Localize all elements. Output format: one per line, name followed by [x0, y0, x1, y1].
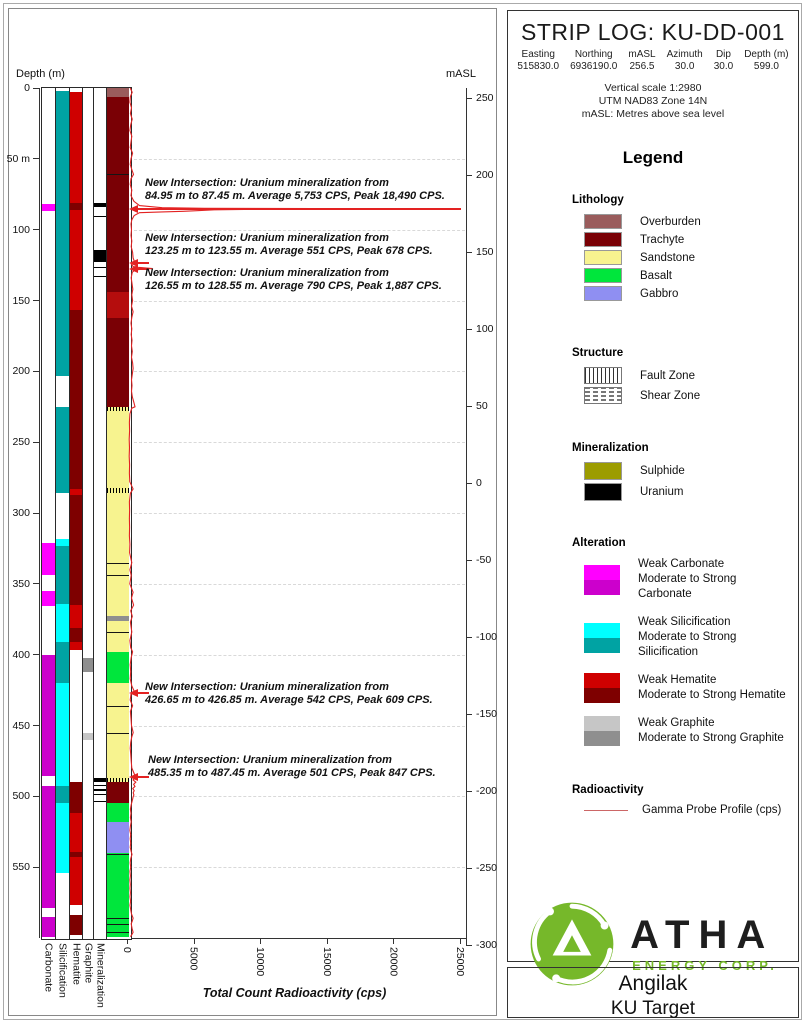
- depth-tick-label: 50 m: [6, 152, 30, 165]
- legend-swatch: [584, 483, 622, 501]
- collar-field-easting: [517, 49, 559, 73]
- field-value: 6936190.0: [570, 61, 618, 72]
- annotation-line: 84.95 m to 87.45 m. Average 5,753 CPS, Peak 18,490 CPS.: [145, 190, 445, 202]
- intersection-annotation: [145, 232, 433, 258]
- legend-swatch: [584, 214, 622, 229]
- field-label: Depth (m): [744, 49, 789, 60]
- project-name: Angilak: [618, 972, 688, 995]
- annotation-arrow: [129, 773, 138, 781]
- legend-swatch-pair: [584, 673, 620, 703]
- masl-tick-label: 150: [476, 246, 494, 258]
- depth-tick: [33, 513, 39, 514]
- masl-tick: [466, 945, 472, 946]
- legend-swatch-pair: [584, 565, 620, 595]
- legend-label: Overburden: [640, 215, 701, 228]
- logo-wordmark: [630, 915, 778, 973]
- track-label-mineralization: Mineralization: [94, 943, 107, 1008]
- lithology-contact: [107, 918, 129, 919]
- logo-text: ATHA: [630, 913, 775, 957]
- masl-tick: [466, 868, 472, 869]
- track-label-hematite: Hematite: [70, 943, 83, 986]
- track-interval-carb_weak: [42, 591, 55, 607]
- legend-swatch: [584, 623, 620, 638]
- lithology-contact: [107, 174, 129, 175]
- scale-notes: [514, 82, 792, 121]
- masl-tick-label: -300: [476, 939, 498, 951]
- legend-item-uranium: [584, 483, 792, 501]
- track-interval-sil_strong: [56, 546, 69, 604]
- lithology-band-gra_strong: [107, 616, 129, 620]
- track-interval-gabbro: [107, 822, 129, 853]
- track-interval-carb_strong: [42, 786, 55, 908]
- x-tick-label: 5000: [187, 947, 200, 971]
- track-interval-basalt: [107, 652, 129, 683]
- masl-tick: [466, 98, 472, 99]
- legend-item-sulphide: [584, 462, 792, 480]
- annotation-line: New Intersection: Uranium mineralization from: [145, 267, 389, 279]
- track-interval-carb_strong: [42, 917, 55, 937]
- legend-swatch: [584, 268, 622, 283]
- annotation-line: New Intersection: Uranium mineralization from: [145, 681, 389, 693]
- legend-label: Shear Zone: [640, 389, 701, 402]
- legend-swatch: [584, 673, 620, 688]
- depth-tick-label: 150: [12, 294, 30, 307]
- field-value: 30.0: [674, 61, 695, 72]
- page-title: STRIP LOG: KU-DD-001: [521, 19, 785, 45]
- gamma-curve: [127, 88, 465, 939]
- masl-tick-label: 0: [476, 477, 482, 489]
- legend-swatch-pair: [584, 716, 620, 746]
- legend-label: Moderate to Strong Graphite: [638, 732, 784, 744]
- field-label: mASL: [628, 49, 656, 60]
- track-label-silicification: Silicification: [56, 943, 69, 998]
- field-value: 256.5: [629, 61, 655, 72]
- depth-tick-label: 0: [24, 82, 30, 94]
- x-tick-label: 10000: [254, 947, 267, 977]
- legend-item-gabbro: [584, 286, 792, 301]
- lithology-contact: [107, 632, 129, 633]
- track-interval-sil_weak: [56, 604, 69, 642]
- legend-body: [514, 194, 792, 816]
- masl-tick-label: 100: [476, 323, 494, 335]
- collar-field-northing: [570, 49, 617, 73]
- field-label: Northing: [574, 49, 613, 60]
- legend-swatch: [584, 387, 622, 404]
- masl-tick: [466, 329, 472, 330]
- legend-label: Moderate to Strong Silicification: [638, 631, 737, 658]
- track-interval-trachyte: [107, 782, 129, 803]
- collar-fields: [514, 49, 792, 73]
- masl-axis-title: mASL: [446, 68, 476, 80]
- legend-label: Gabbro: [640, 287, 679, 300]
- masl-tick: [466, 252, 472, 253]
- lithology-contact: [107, 854, 129, 855]
- legend-label: Sandstone: [640, 251, 695, 264]
- collar-field-dip: [714, 49, 733, 73]
- legend-alteration-pair: [584, 716, 792, 746]
- legend-swatch: [584, 580, 620, 595]
- legend-title: Legend: [622, 148, 684, 167]
- legend-swatch: [584, 232, 622, 247]
- legend-item-overburden: [584, 214, 792, 229]
- track-interval-trachyte_red: [107, 292, 129, 318]
- field-label: Easting: [521, 49, 555, 60]
- utm-zone-note: UTM NAD83 Zone 14N: [598, 95, 708, 107]
- depth-tick: [33, 654, 39, 655]
- legend-label: Moderate to Strong Hematite: [638, 689, 786, 701]
- annotation-line: New Intersection: Uranium mineralization from: [145, 232, 389, 244]
- x-tick-label: 20000: [387, 947, 400, 977]
- legend-swatch-pair: [584, 623, 620, 653]
- gamma-line-swatch: [584, 810, 628, 811]
- x-axis-title: Total Count Radioactivity (cps): [202, 986, 387, 1000]
- depth-tick: [33, 725, 39, 726]
- lithology-contact: [107, 563, 129, 564]
- intersection-annotation: [145, 177, 445, 203]
- x-tick-label: 0: [121, 947, 133, 953]
- legend-label: Moderate to Strong Carbonate: [638, 573, 737, 600]
- legend-label: Weak Hematite: [638, 674, 717, 686]
- depth-tick-label: 500: [12, 790, 30, 803]
- vertical-scale-note: Vertical scale 1:2980: [604, 82, 702, 94]
- legend-swatch: [584, 462, 622, 480]
- legend-swatch: [584, 638, 620, 653]
- legend-swatch: [584, 367, 622, 384]
- annotation-arrow: [129, 205, 138, 213]
- track-interval-sil_strong: [56, 407, 69, 493]
- legend-swatch: [584, 250, 622, 265]
- track-interval-sil_weak: [56, 803, 69, 872]
- legend-label: Fault Zone: [640, 369, 695, 382]
- masl-tick-label: 50: [476, 400, 488, 412]
- depth-axis-line: [39, 88, 40, 938]
- masl-tick: [466, 791, 472, 792]
- annotation-line: 426.65 m to 426.85 m. Average 542 CPS, Peak 609 CPS.: [145, 694, 433, 706]
- track-interval-basalt: [107, 803, 129, 821]
- masl-tick-label: 250: [476, 92, 494, 104]
- depth-tick: [33, 229, 39, 230]
- masl-tick-label: -100: [476, 631, 498, 643]
- masl-tick: [466, 406, 472, 407]
- field-value: 599.0: [753, 61, 779, 72]
- masl-tick-label: -250: [476, 862, 498, 874]
- legend-alteration-pair: [584, 615, 792, 660]
- depth-tick: [33, 158, 39, 159]
- depth-tick-label: 450: [12, 719, 30, 732]
- masl-tick: [466, 483, 472, 484]
- depth-tick-label: 300: [12, 507, 30, 519]
- intersection-annotation: [145, 681, 433, 707]
- legend-label: Weak Graphite: [638, 717, 715, 729]
- track-interval-sil_strong: [56, 91, 69, 376]
- legend-item-sandstone: [584, 250, 792, 265]
- legend-section-heading: Radioactivity: [572, 784, 644, 796]
- annotation-line: 485.35 m to 487.45 m. Average 501 CPS, Peak 847 CPS.: [148, 767, 436, 779]
- track-label-carbonate: Carbonate: [42, 943, 55, 993]
- intersection-annotation: [145, 267, 442, 293]
- masl-tick-label: 200: [476, 169, 494, 181]
- legend-item-gamma-probe-profile: [584, 804, 792, 816]
- legend-item-shear-zone: [584, 387, 792, 404]
- depth-tick: [33, 442, 39, 443]
- masl-axis-line: [466, 88, 467, 946]
- x-tick-label: 15000: [320, 947, 333, 977]
- field-value: 515830.0: [517, 61, 560, 72]
- annotation-arrow: [129, 689, 138, 697]
- structure-band: [107, 488, 129, 494]
- collar-field-depthm: [744, 49, 788, 73]
- legend-label: Weak Silicification: [638, 616, 731, 628]
- legend-section-heading: Structure: [572, 347, 624, 359]
- annotation-line: New Intersection: Uranium mineralization from: [148, 754, 392, 766]
- legend-section-heading: Mineralization: [572, 442, 649, 454]
- track-interval-sil_weak: [56, 539, 69, 546]
- masl-tick: [466, 637, 472, 638]
- legend-alteration-pair: [584, 557, 792, 602]
- legend-section-heading: Lithology: [572, 194, 624, 206]
- legend-label: Gamma Probe Profile (cps): [642, 804, 782, 816]
- lithology-contact: [107, 932, 129, 933]
- depth-tick-label: 350: [12, 577, 30, 590]
- lithology-contact: [107, 575, 129, 576]
- field-label: Dip: [715, 49, 731, 60]
- masl-tick-label: -150: [476, 708, 498, 720]
- annotation-leader-line: [137, 208, 461, 210]
- masl-tick: [466, 560, 472, 561]
- legend-section-heading: Alteration: [572, 537, 626, 549]
- depth-tick-label: 250: [12, 436, 30, 449]
- masl-tick: [466, 714, 472, 715]
- track-label-graphite: Graphite: [82, 943, 95, 984]
- depth-tick: [33, 88, 39, 89]
- annotation-line: 126.55 m to 128.55 m. Average 790 CPS, Peak 1,887 CPS.: [145, 280, 442, 292]
- depth-tick: [33, 796, 39, 797]
- lithology-contact: [107, 706, 129, 707]
- legend-label: Weak Carbonate: [638, 558, 725, 570]
- annotation-line: New Intersection: Uranium mineralization from: [145, 177, 389, 189]
- track-interval-sil_weak: [56, 683, 69, 786]
- lithology-contact: [107, 924, 129, 925]
- intersection-annotation: [148, 754, 436, 780]
- gamma-profile-line: [129, 88, 374, 937]
- track-interval-trachyte: [107, 97, 129, 293]
- legend-swatch: [584, 565, 620, 580]
- depth-tick-label: 200: [12, 365, 30, 378]
- legend-swatch: [584, 286, 622, 301]
- track-interval-carb_weak: [42, 204, 55, 210]
- depth-tick: [33, 300, 39, 301]
- legend-swatch: [584, 688, 620, 703]
- masl-note: mASL: Metres above sea level: [581, 108, 725, 120]
- legend-item-fault-zone: [584, 367, 792, 384]
- annotation-arrow: [129, 265, 138, 273]
- track-interval-sil_strong: [56, 642, 69, 683]
- masl-tick-label: -50: [476, 554, 492, 566]
- track-interval-sil_strong: [56, 786, 69, 803]
- collar-field-azimuth: [667, 49, 703, 73]
- legend-label: Trachyte: [640, 233, 685, 246]
- depth-tick: [33, 371, 39, 372]
- masl-tick-label: -200: [476, 785, 498, 797]
- project-box: [507, 967, 799, 1018]
- track-interval-carb_strong: [42, 655, 55, 777]
- x-tick-label: 25000: [454, 947, 466, 977]
- logo-subtext: ENERGY CORP.: [632, 958, 778, 973]
- field-label: Azimuth: [666, 49, 703, 60]
- track-interval-sandstone: [107, 407, 129, 652]
- depth-axis-title: Depth (m): [16, 68, 65, 80]
- legend-label: Uranium: [640, 486, 684, 498]
- legend-item-trachyte: [584, 232, 792, 247]
- info-panel: [507, 10, 799, 973]
- track-interval-trachyte: [107, 318, 129, 407]
- annotation-line: 123.25 m to 123.55 m. Average 551 CPS, Peak 678 CPS.: [145, 245, 433, 257]
- structure-band: [107, 407, 129, 411]
- depth-tick-label: 400: [12, 648, 30, 661]
- masl-tick: [466, 175, 472, 176]
- lithology-contact: [107, 733, 129, 734]
- depth-tick-label: 100: [12, 223, 30, 236]
- collar-field-masl: [628, 49, 655, 73]
- legend-label: Basalt: [640, 269, 672, 282]
- depth-tick: [33, 583, 39, 584]
- depth-tick: [33, 867, 39, 868]
- legend-item-basalt: [584, 268, 792, 283]
- depth-tick-label: 550: [12, 861, 30, 874]
- legend-swatch: [584, 731, 620, 746]
- target-name: KU Target: [610, 998, 696, 1019]
- legend-alteration-pair: [584, 673, 792, 703]
- track-interval-carb_weak: [42, 543, 55, 576]
- field-value: 30.0: [713, 61, 734, 72]
- structure-band: [107, 778, 129, 782]
- legend-label: Sulphide: [640, 465, 685, 477]
- annotation-leader-line: [137, 262, 149, 264]
- track-interval-overburden: [107, 88, 129, 97]
- legend-swatch: [584, 716, 620, 731]
